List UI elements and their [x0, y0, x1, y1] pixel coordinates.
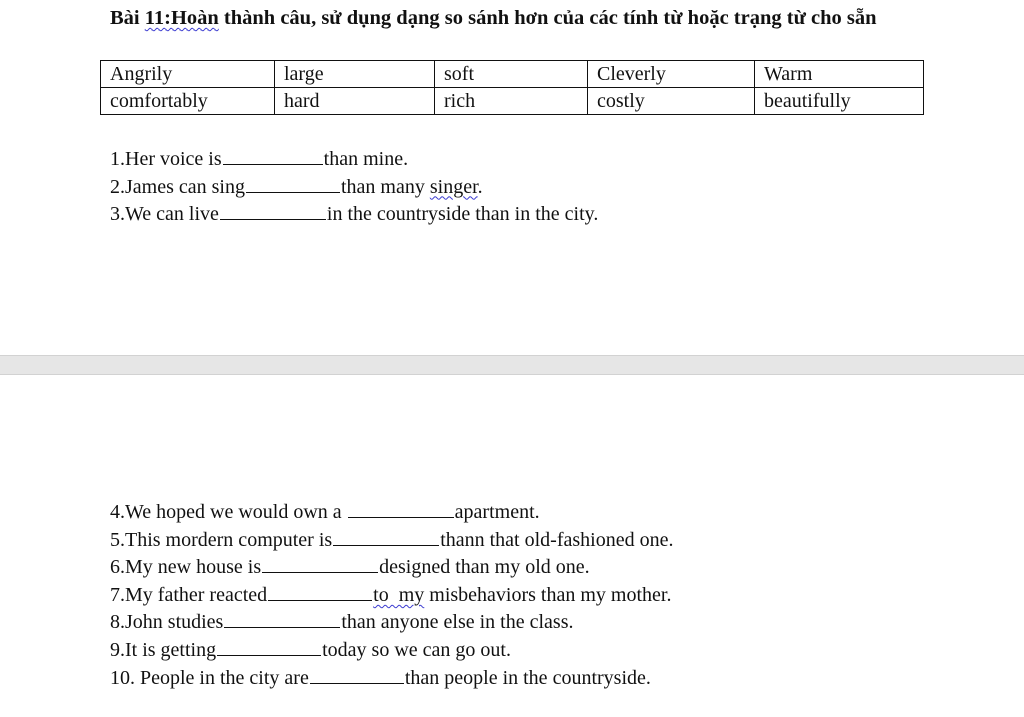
table-cell: Cleverly — [588, 61, 755, 88]
table-cell: beautifully — [755, 88, 924, 115]
table-cell: comfortably — [101, 88, 275, 115]
question-text: 8.John studies — [110, 611, 224, 634]
answer-blank[interactable] — [333, 529, 439, 546]
question-list-part-1 — [110, 146, 598, 229]
table-cell: rich — [435, 88, 588, 115]
question-text-spellcheck: to my — [373, 583, 425, 606]
table-cell: costly — [588, 88, 755, 115]
question-3 — [110, 201, 598, 229]
answer-blank[interactable] — [268, 584, 372, 601]
question-text: . — [477, 175, 483, 198]
question-10 — [110, 665, 673, 693]
table-row — [101, 61, 924, 88]
question-text: 6.My new house is — [110, 556, 262, 579]
table-cell: Warm — [755, 61, 924, 88]
question-5 — [110, 527, 673, 555]
question-text: in the countryside than in the city. — [326, 203, 599, 226]
answer-blank[interactable] — [220, 203, 326, 220]
question-text: than anyone else in the class. — [341, 611, 574, 634]
answer-blank[interactable] — [246, 176, 340, 193]
question-text: 1.Her voice is — [110, 148, 222, 170]
question-9 — [110, 637, 673, 665]
question-text: thann that old-fashioned one. — [440, 528, 674, 551]
question-7 — [110, 582, 673, 610]
answer-blank[interactable] — [310, 667, 404, 684]
page-break-gap — [0, 355, 1024, 375]
question-text: 7.My father reacted — [110, 583, 268, 606]
answer-blank[interactable] — [348, 501, 454, 518]
question-8 — [110, 609, 673, 637]
question-text: 4.We hoped we would own a — [110, 501, 347, 523]
table-cell: large — [275, 61, 435, 88]
answer-blank[interactable] — [223, 148, 323, 165]
document-page-1 — [0, 0, 1024, 355]
question-text: today so we can go out. — [322, 638, 511, 661]
question-text: 3.We can live — [110, 203, 219, 226]
question-text: apartment. — [454, 501, 540, 523]
title-prefix: Bài — [110, 7, 145, 29]
question-1 — [110, 146, 598, 174]
document-page-2 — [0, 375, 1024, 717]
question-4 — [110, 499, 673, 527]
title-number: 11:Hoàn — [144, 7, 219, 29]
title-rest: thành câu, sử dụng dạng so sánh hơn của các tính từ hoặc trạng từ cho sẵn — [218, 7, 877, 29]
answer-blank[interactable] — [262, 556, 378, 573]
question-text: 10. People in the city are — [110, 666, 309, 689]
question-text: 5.This mordern computer is — [110, 528, 333, 551]
question-text: 9.It is getting — [110, 638, 217, 661]
word-box-table — [100, 60, 924, 115]
question-text: misbehaviors than my mother. — [424, 583, 672, 606]
question-text: designed than my old one. — [379, 556, 590, 579]
table-row — [101, 88, 924, 115]
question-2 — [110, 174, 598, 202]
question-6 — [110, 554, 673, 582]
question-text: 2.James can sing — [110, 175, 245, 198]
question-text: than many — [340, 175, 430, 198]
exercise-title — [110, 5, 930, 32]
answer-blank[interactable] — [217, 639, 321, 656]
table-cell: hard — [275, 88, 435, 115]
table-cell: Angrily — [101, 61, 275, 88]
question-list-part-2 — [110, 499, 673, 692]
question-text-spellcheck: singer — [429, 175, 478, 198]
table-cell: soft — [435, 61, 588, 88]
question-text: than people in the countryside. — [404, 666, 651, 689]
question-text: than mine. — [323, 148, 409, 170]
answer-blank[interactable] — [224, 611, 340, 628]
